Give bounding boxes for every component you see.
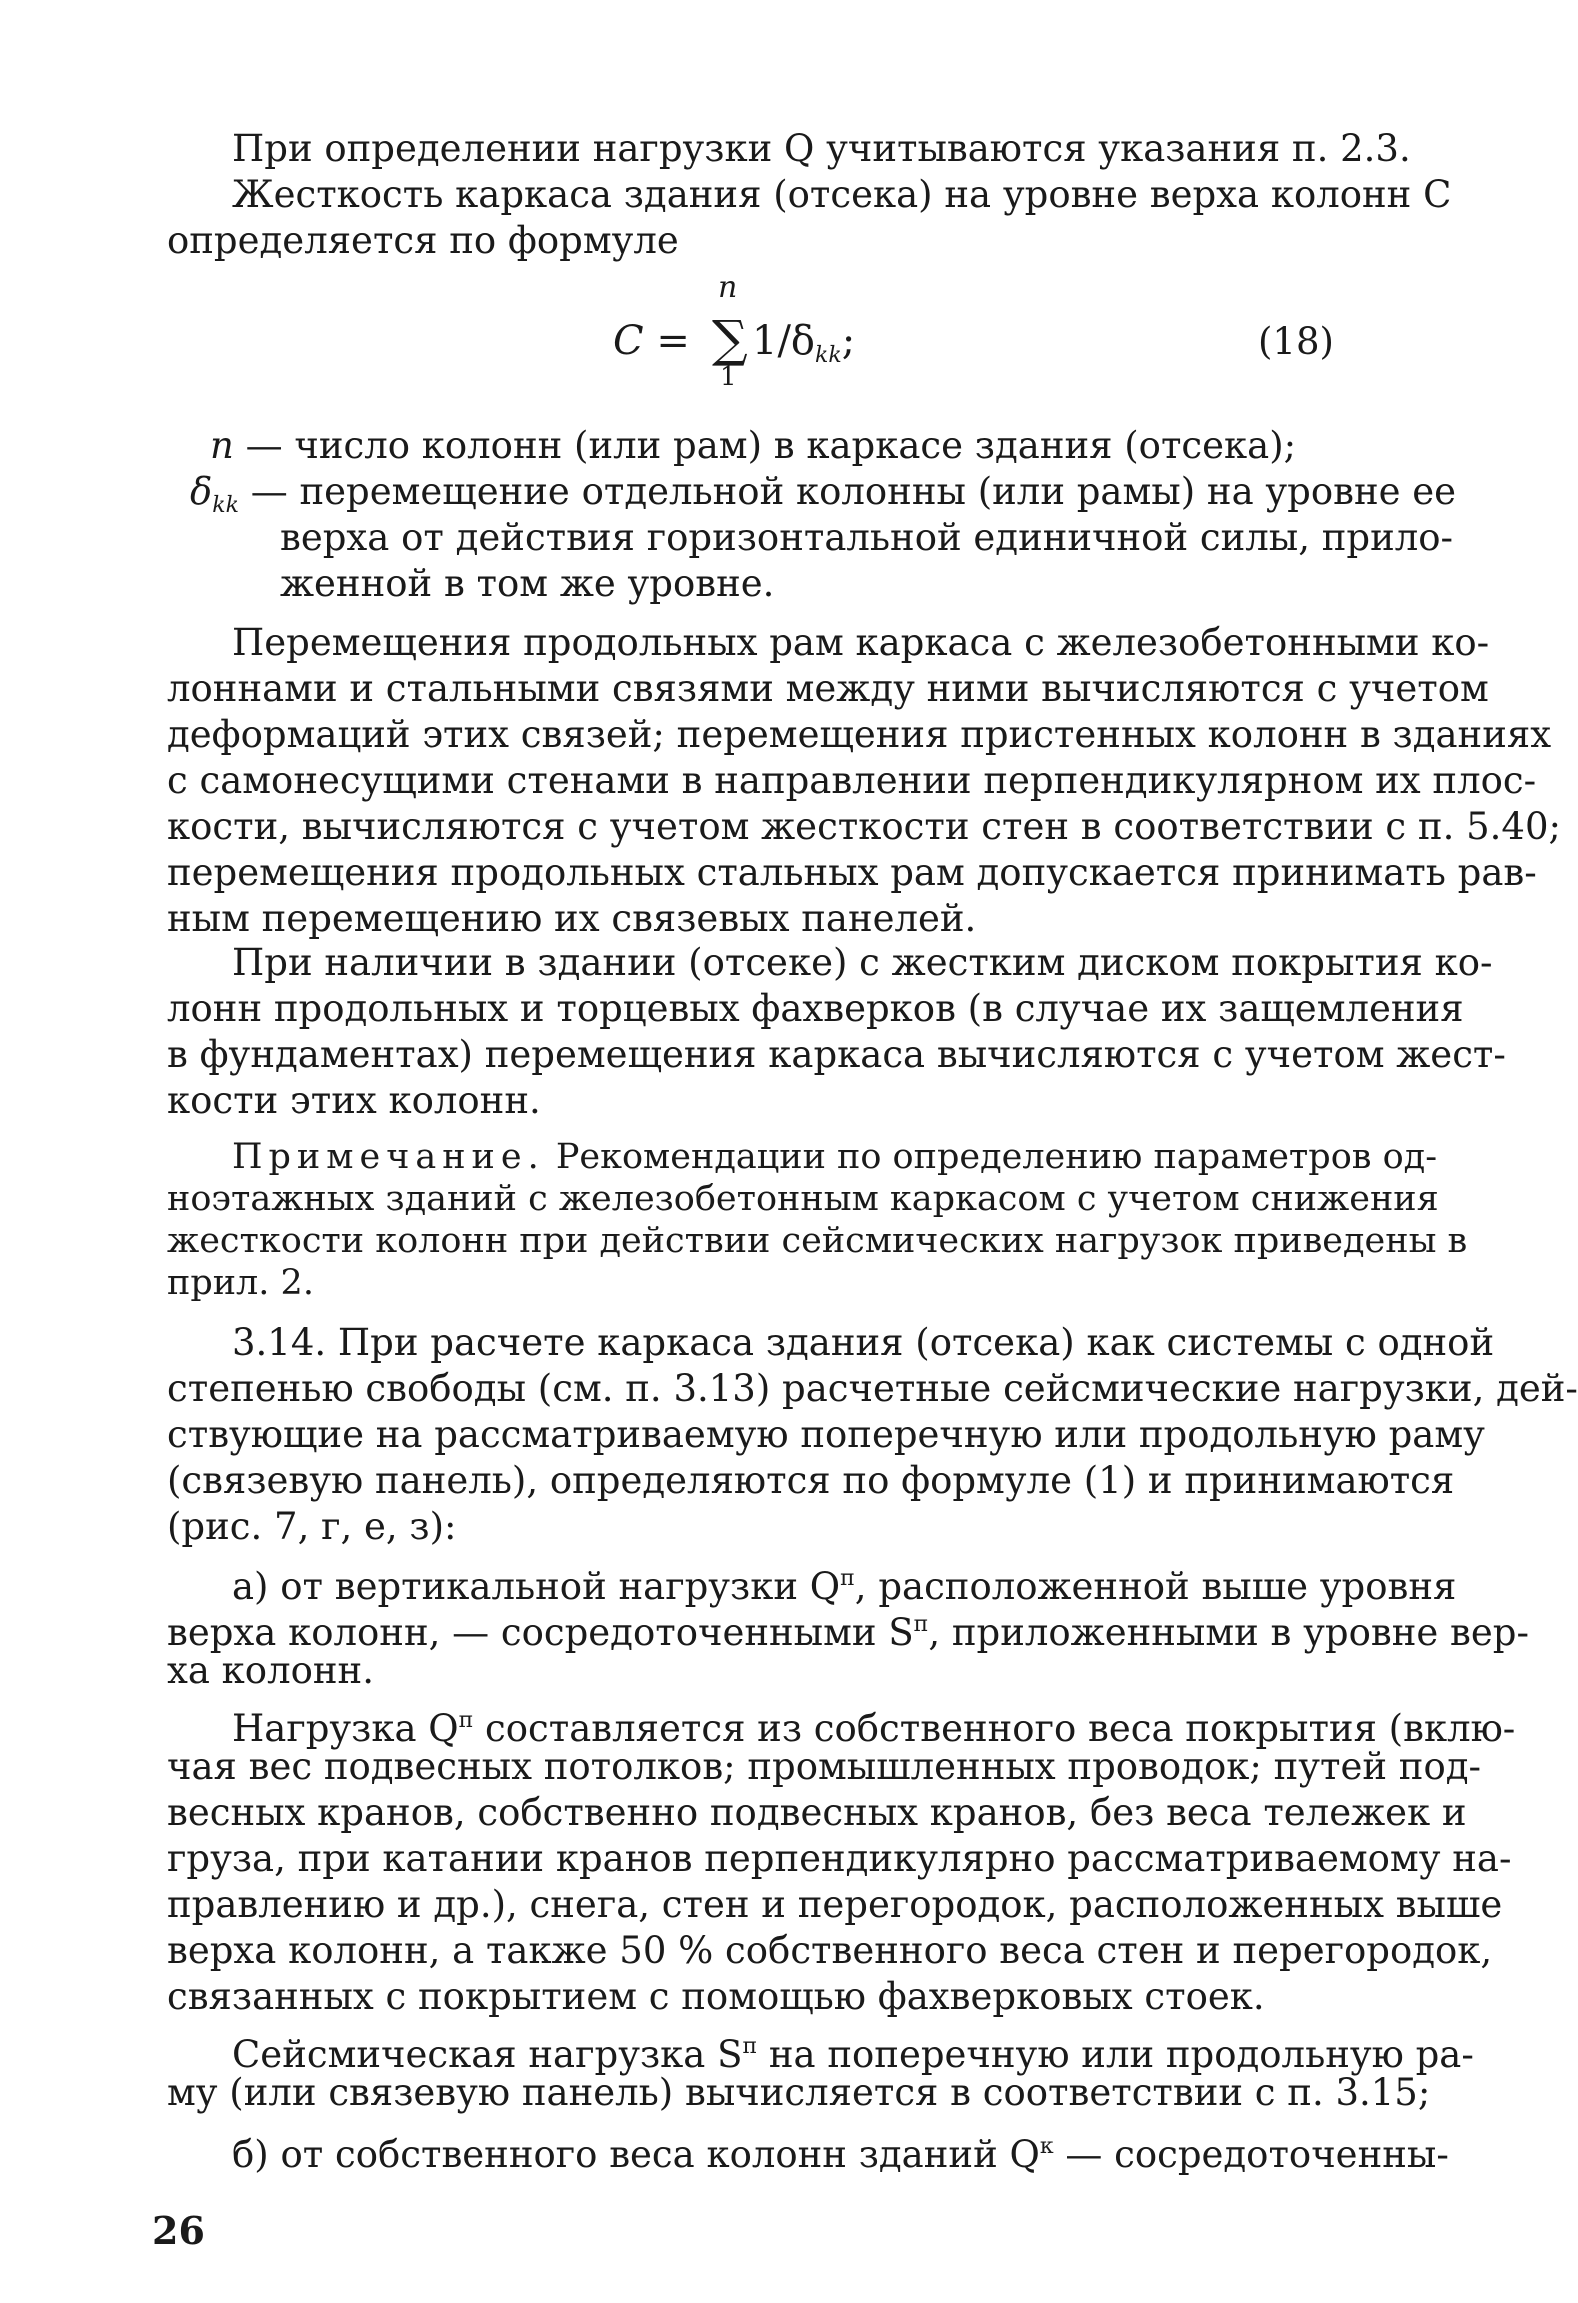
text-line: кости, вычисляются с учетом жесткости стен в соответствии с п. 5.40; [167, 805, 1561, 848]
definition-delta: $\delta_{kk}$ — перемещение отдельной колонны (или рамы) на уровне ее [190, 470, 1457, 518]
text-line: жесткости колонн при действии сейсмических нагрузок приведены в [167, 1221, 1468, 1261]
text-line: перемещения продольных стальных рам допускается принимать рав- [167, 851, 1537, 894]
formula-number: (18) [1258, 320, 1334, 363]
text-line: Жесткость каркаса здания (отсека) на уровне верха колонн C [232, 173, 1452, 216]
formula-lhs: C = [613, 318, 690, 364]
text-line: правлению и др.), снега, стен и перегородок, расположенных выше [167, 1883, 1503, 1926]
text-line: ным перемещению их связевых панелей. [167, 897, 977, 940]
formula-tail: ; [841, 318, 856, 364]
page-number: 26 [152, 2208, 205, 2253]
definition-n: n — число колонн (или рам) в каркасе здания (отсека); [210, 424, 1297, 467]
sum-symbol: ∑ [712, 310, 748, 368]
text-line: (рис. 7, г, е, з): [167, 1505, 457, 1548]
text-line: ствующие на рассматриваемую поперечную или продольную раму [167, 1413, 1485, 1456]
text-line: верха колонн, а также 50 % собственного веса стен и перегородок, [167, 1929, 1493, 1972]
text-line: степенью свободы (см. п. 3.13) расчетные сейсмические нагрузки, дей- [167, 1367, 1578, 1410]
text-line: прил. 2. [167, 1263, 314, 1303]
text-line: женной в том же уровне. [280, 562, 775, 605]
text-line: связанных с покрытием с помощью фахверковых стоек. [167, 1975, 1265, 2018]
text-line: а) от вертикальной нагрузки $Q^п$, расположенной выше уровня [232, 1565, 1457, 1608]
text-line: ха колонн. [167, 1649, 374, 1692]
text-line: чая вес подвесных потолков; промышленных проводок; путей под- [167, 1745, 1482, 1788]
text-line: При наличии в здании (отсеке) с жестким диском покрытия ко- [232, 941, 1493, 984]
text-line: Нагрузка $Q^п$ составляется из собственного веса покрытия (вклю- [232, 1707, 1516, 1750]
text-line: При определении нагрузки Q учитываются указания п. 2.3. [232, 127, 1411, 170]
text-line: деформаций этих связей; перемещения пристенных колонн в зданиях [167, 713, 1552, 756]
text-line: определяется по формуле [167, 219, 679, 262]
text-line: с самонесущими стенами в направлении перпендикулярном их плос- [167, 759, 1537, 802]
sum-lower-limit: 1 [720, 362, 737, 392]
formula-body: 1/δ [752, 318, 816, 364]
text-line: весных кранов, собственно подвесных кранов, без веса тележек и [167, 1791, 1467, 1834]
text-line: кости этих колонн. [167, 1079, 541, 1122]
note-label: Примечание. [232, 1137, 545, 1177]
text-line: (связевую панель), определяются по формуле (1) и принимаются [167, 1459, 1455, 1502]
text-line: груза, при катании кранов перпендикулярно рассматриваемому на- [167, 1837, 1512, 1880]
text-line: 3.14. При расчете каркаса здания (отсека) как системы с одной [232, 1321, 1495, 1364]
note-first-line: Примечание. Рекомендации по определению параметров од- [232, 1137, 1438, 1177]
text-line: Перемещения продольных рам каркаса с железобетонными ко- [232, 621, 1490, 664]
text-line: му (или связевую панель) вычисляется в соответствии с п. 3.15; [167, 2071, 1431, 2114]
text-line: в фундаментах) перемещения каркаса вычисляются с учетом жест- [167, 1033, 1506, 1076]
text-line: б) от собственного веса колонн зданий $Q^к$ — сосредоточенны- [232, 2133, 1449, 2176]
sum-upper-limit: n [718, 270, 738, 305]
text-line: ноэтажных зданий с железобетонным каркасом с учетом снижения [167, 1179, 1439, 1219]
text-line: лоннами и стальными связями между ними вычисляются с учетом [167, 667, 1489, 710]
text-line: лонн продольных и торцевых фахверков (в случае их защемления [167, 987, 1464, 1030]
text-line: Сейсмическая нагрузка $S^п$ на поперечную или продольную ра- [232, 2033, 1474, 2076]
text-line: верха колонн, — сосредоточенными $S^п$, приложенными в уровне вер- [167, 1611, 1529, 1654]
formula-subscript: kk [815, 343, 842, 368]
text-line: верха от действия горизонтальной единичной силы, прило- [280, 516, 1454, 559]
